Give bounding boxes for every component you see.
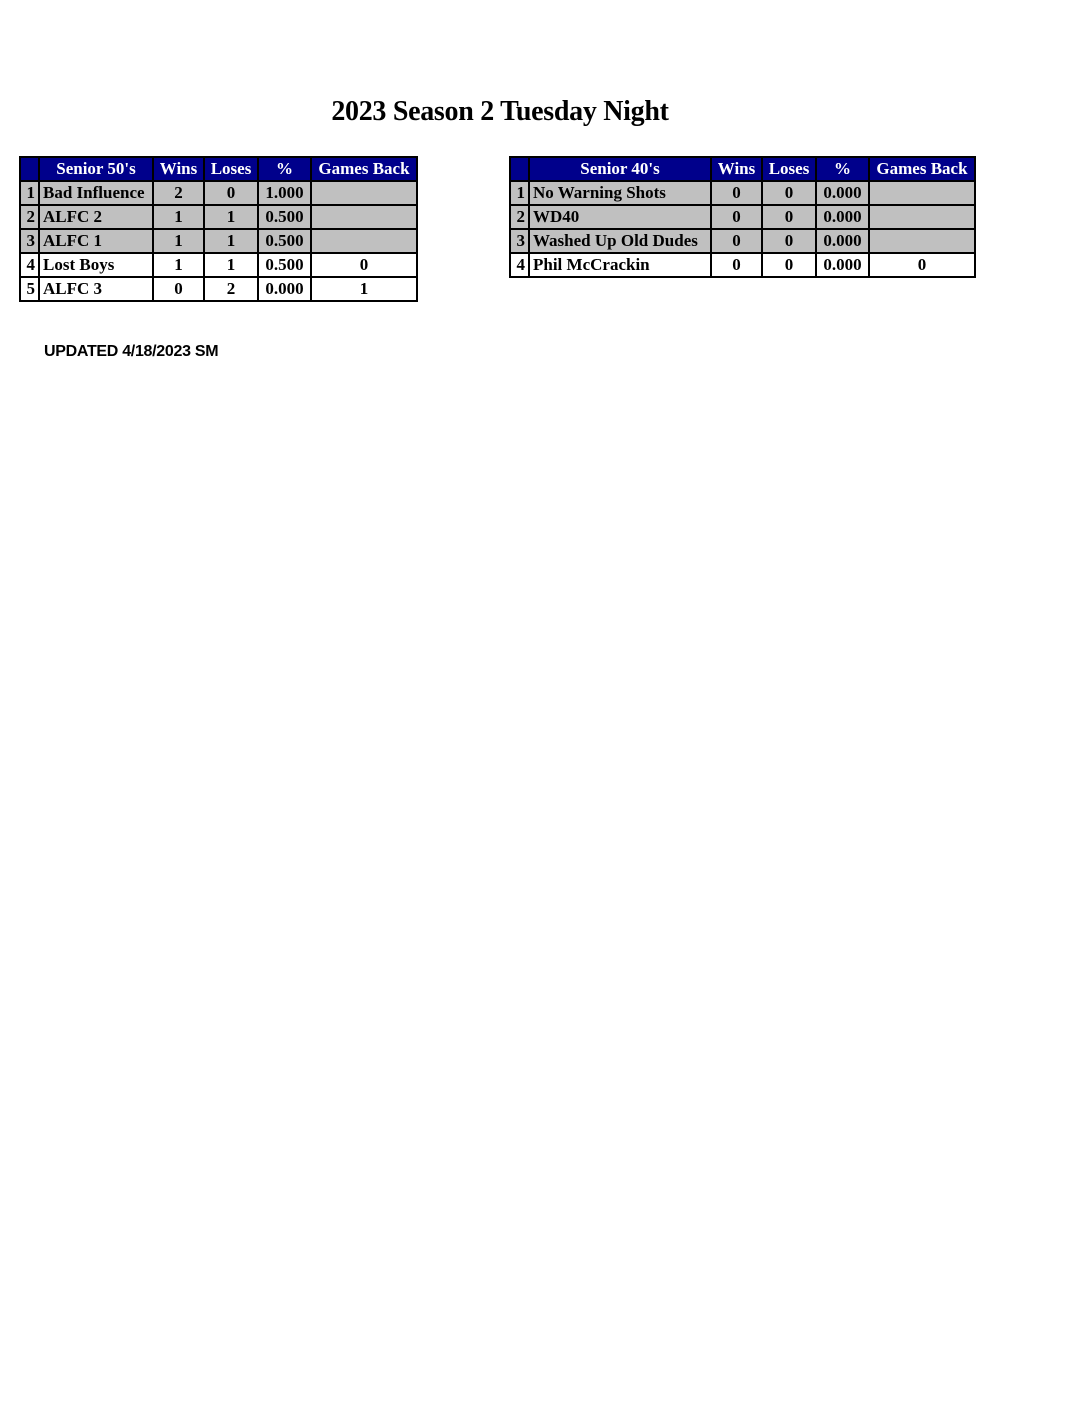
pct-cell: 0.000 — [816, 181, 869, 205]
division-header: Senior 40's — [529, 157, 711, 181]
rank-cell: 1 — [20, 181, 39, 205]
games-back-cell — [869, 205, 975, 229]
loses-cell: 2 — [204, 277, 258, 301]
senior-40-standings-table — [509, 156, 976, 278]
wins-cell: 1 — [153, 253, 204, 277]
team-cell: Bad Influence — [39, 181, 153, 205]
wins-header: Wins — [711, 157, 762, 181]
pct-cell: 0.000 — [816, 205, 869, 229]
wins-cell: 0 — [153, 277, 204, 301]
loses-header: Loses — [204, 157, 258, 181]
loses-cell: 1 — [204, 253, 258, 277]
team-cell: ALFC 3 — [39, 277, 153, 301]
updated-note: UPDATED 4/18/2023 SM — [44, 343, 219, 360]
rank-cell: 4 — [510, 253, 529, 277]
loses-cell: 1 — [204, 205, 258, 229]
rank-header — [20, 157, 39, 181]
wins-cell: 2 — [153, 181, 204, 205]
table-header-row — [510, 157, 975, 181]
loses-cell: 0 — [762, 253, 816, 277]
table-row — [20, 253, 417, 277]
pct-cell: 0.500 — [258, 253, 311, 277]
team-cell: Lost Boys — [39, 253, 153, 277]
games-back-cell — [311, 229, 417, 253]
team-cell: Phil McCrackin — [529, 253, 711, 277]
wins-cell: 1 — [153, 229, 204, 253]
games-back-cell: 1 — [311, 277, 417, 301]
loses-cell: 0 — [762, 205, 816, 229]
games-back-header: Games Back — [311, 157, 417, 181]
senior-50-standings-table — [19, 156, 418, 302]
wins-cell: 0 — [711, 229, 762, 253]
pct-cell: 0.500 — [258, 229, 311, 253]
rank-cell: 5 — [20, 277, 39, 301]
games-back-cell — [311, 205, 417, 229]
table-row — [510, 181, 975, 205]
pct-cell: 0.500 — [258, 205, 311, 229]
rank-header — [510, 157, 529, 181]
pct-cell: 0.000 — [816, 253, 869, 277]
pct-cell: 0.000 — [258, 277, 311, 301]
games-back-cell — [311, 181, 417, 205]
division-header: Senior 50's — [39, 157, 153, 181]
wins-cell: 0 — [711, 205, 762, 229]
loses-cell: 1 — [204, 229, 258, 253]
loses-header: Loses — [762, 157, 816, 181]
table-header-row — [20, 157, 417, 181]
games-back-cell: 0 — [311, 253, 417, 277]
rank-cell: 3 — [510, 229, 529, 253]
table-row — [510, 205, 975, 229]
table-row — [510, 229, 975, 253]
wins-cell: 0 — [711, 181, 762, 205]
loses-cell: 0 — [204, 181, 258, 205]
pct-header: % — [816, 157, 869, 181]
team-cell: ALFC 1 — [39, 229, 153, 253]
team-cell: Washed Up Old Dudes — [529, 229, 711, 253]
table-row — [20, 181, 417, 205]
rank-cell: 4 — [20, 253, 39, 277]
table-row — [20, 205, 417, 229]
games-back-header: Games Back — [869, 157, 975, 181]
rank-cell: 3 — [20, 229, 39, 253]
pct-cell: 1.000 — [258, 181, 311, 205]
table-row — [510, 253, 975, 277]
loses-cell: 0 — [762, 229, 816, 253]
rank-cell: 2 — [20, 205, 39, 229]
page-title: 2023 Season 2 Tuesday Night — [331, 96, 669, 127]
team-cell: ALFC 2 — [39, 205, 153, 229]
wins-header: Wins — [153, 157, 204, 181]
games-back-cell: 0 — [869, 253, 975, 277]
team-cell: No Warning Shots — [529, 181, 711, 205]
pct-header: % — [258, 157, 311, 181]
rank-cell: 2 — [510, 205, 529, 229]
loses-cell: 0 — [762, 181, 816, 205]
rank-cell: 1 — [510, 181, 529, 205]
pct-cell: 0.000 — [816, 229, 869, 253]
table-row — [20, 277, 417, 301]
table-row — [20, 229, 417, 253]
games-back-cell — [869, 181, 975, 205]
wins-cell: 1 — [153, 205, 204, 229]
wins-cell: 0 — [711, 253, 762, 277]
team-cell: WD40 — [529, 205, 711, 229]
games-back-cell — [869, 229, 975, 253]
